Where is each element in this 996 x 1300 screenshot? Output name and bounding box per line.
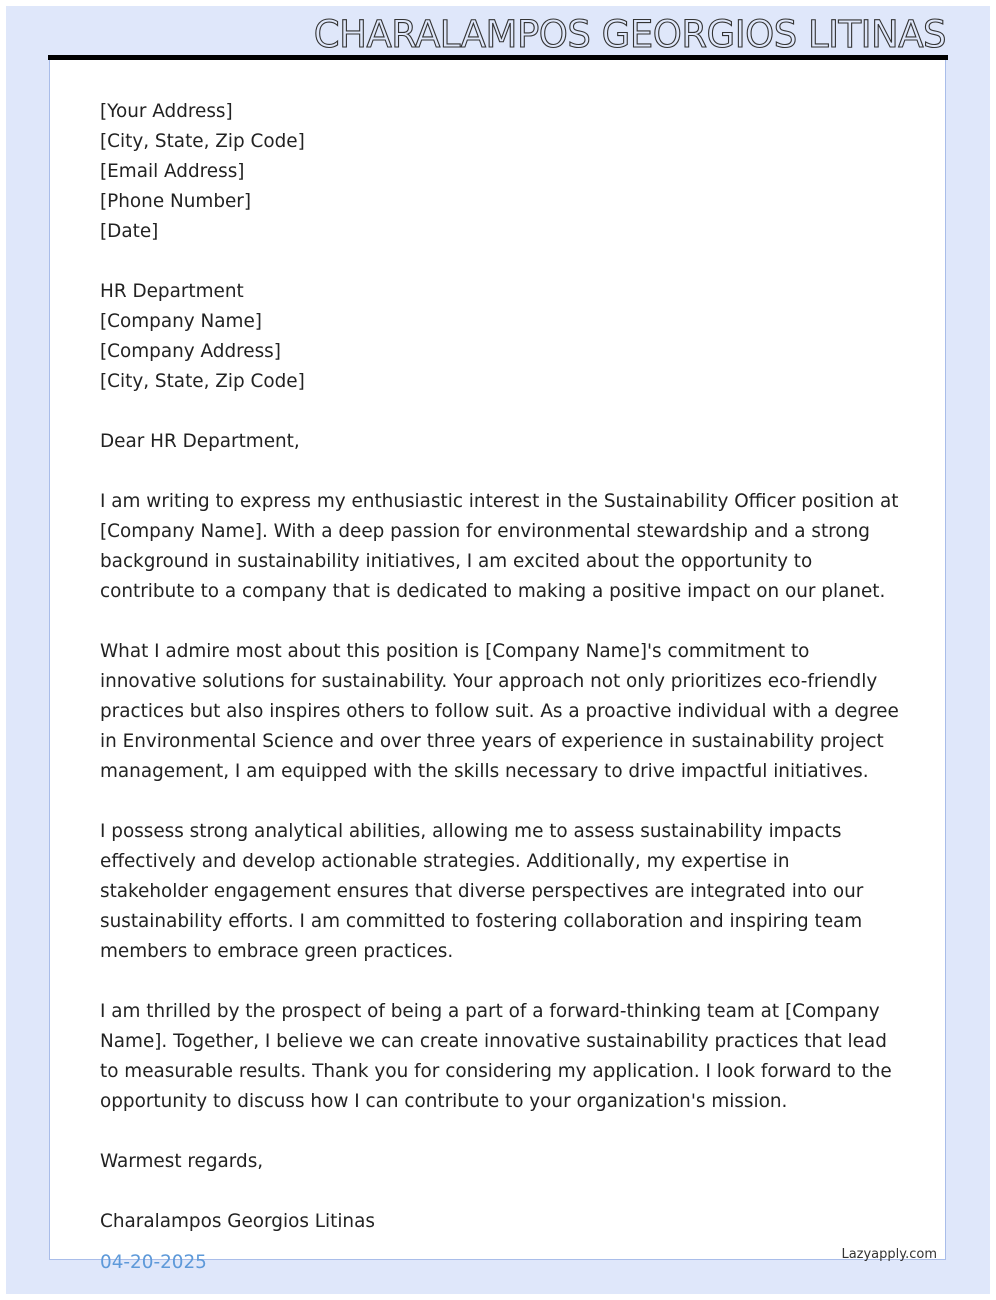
sender-phone: [Phone Number]: [100, 191, 252, 212]
recipient-city-state-zip: [City, State, Zip Code]: [100, 371, 305, 392]
applicant-name-title: CHARALAMPOS GEORGIOS LITINAS: [313, 13, 946, 56]
body-paragraph-4: I am thrilled by the prospect of being a part of a forward-thinking team at [Company Name]. Together, I believe we can create innovative sustainability practices that lead to measurable results. Thank you for considering my application. I look forward to the opportunity to discuss how I can contribute to your organization's mission.: [100, 1001, 892, 1112]
sender-date: [Date]: [100, 221, 159, 242]
sender-block: [100, 97, 900, 247]
letter-body: [100, 97, 900, 1237]
recipient-block: [100, 277, 900, 397]
spacer: [100, 967, 900, 997]
closing: Warmest regards,: [100, 1151, 264, 1172]
salutation: Dear HR Department,: [100, 431, 300, 452]
watermark-text: Lazyapply.com: [841, 1247, 937, 1262]
body-paragraph-3: I possess strong analytical abilities, allowing me to assess sustainability impacts effectively and develop actionable strategies. Additionally, my expertise in stakeholder engagement ensures that diverse perspectives are integrated into our sustainability efforts. I am committed to fostering collaboration and inspiring team members to embrace green practices.: [100, 821, 864, 962]
spacer: [100, 397, 900, 427]
spacer: [100, 607, 900, 637]
recipient-company: [Company Name]: [100, 311, 262, 332]
signature-name: Charalampos Georgios Litinas: [100, 1211, 375, 1232]
body-paragraph-2: What I admire most about this position is [Company Name]'s commitment to innovative solutions for sustainability. Your approach not only prioritizes eco-friendly practices but also inspires others to follow suit. As a proactive individual with a degree in Environmental Science and over three years of experience in sustainability project management, I am equipped with the skills necessary to drive impactful initiatives.: [100, 641, 899, 782]
spacer: [100, 457, 900, 487]
sender-city-state-zip: [City, State, Zip Code]: [100, 131, 305, 152]
spacer: [100, 1177, 900, 1207]
sender-email: [Email Address]: [100, 161, 245, 182]
recipient-department: HR Department: [100, 281, 244, 302]
spacer: [100, 787, 900, 817]
footer-date: 04-20-2025: [100, 1252, 207, 1273]
recipient-address: [Company Address]: [100, 341, 281, 362]
spacer: [100, 247, 900, 277]
spacer: [100, 1117, 900, 1147]
body-paragraph-1: I am writing to express my enthusiastic interest in the Sustainability Officer position at [Company Name]. With a deep passion for environmental stewardship and a strong background in sustainability initiatives, I am excited about the opportunity to contribute to a company that is dedicated to making a positive impact on our planet.: [100, 491, 899, 602]
sender-address: [Your Address]: [100, 101, 233, 122]
